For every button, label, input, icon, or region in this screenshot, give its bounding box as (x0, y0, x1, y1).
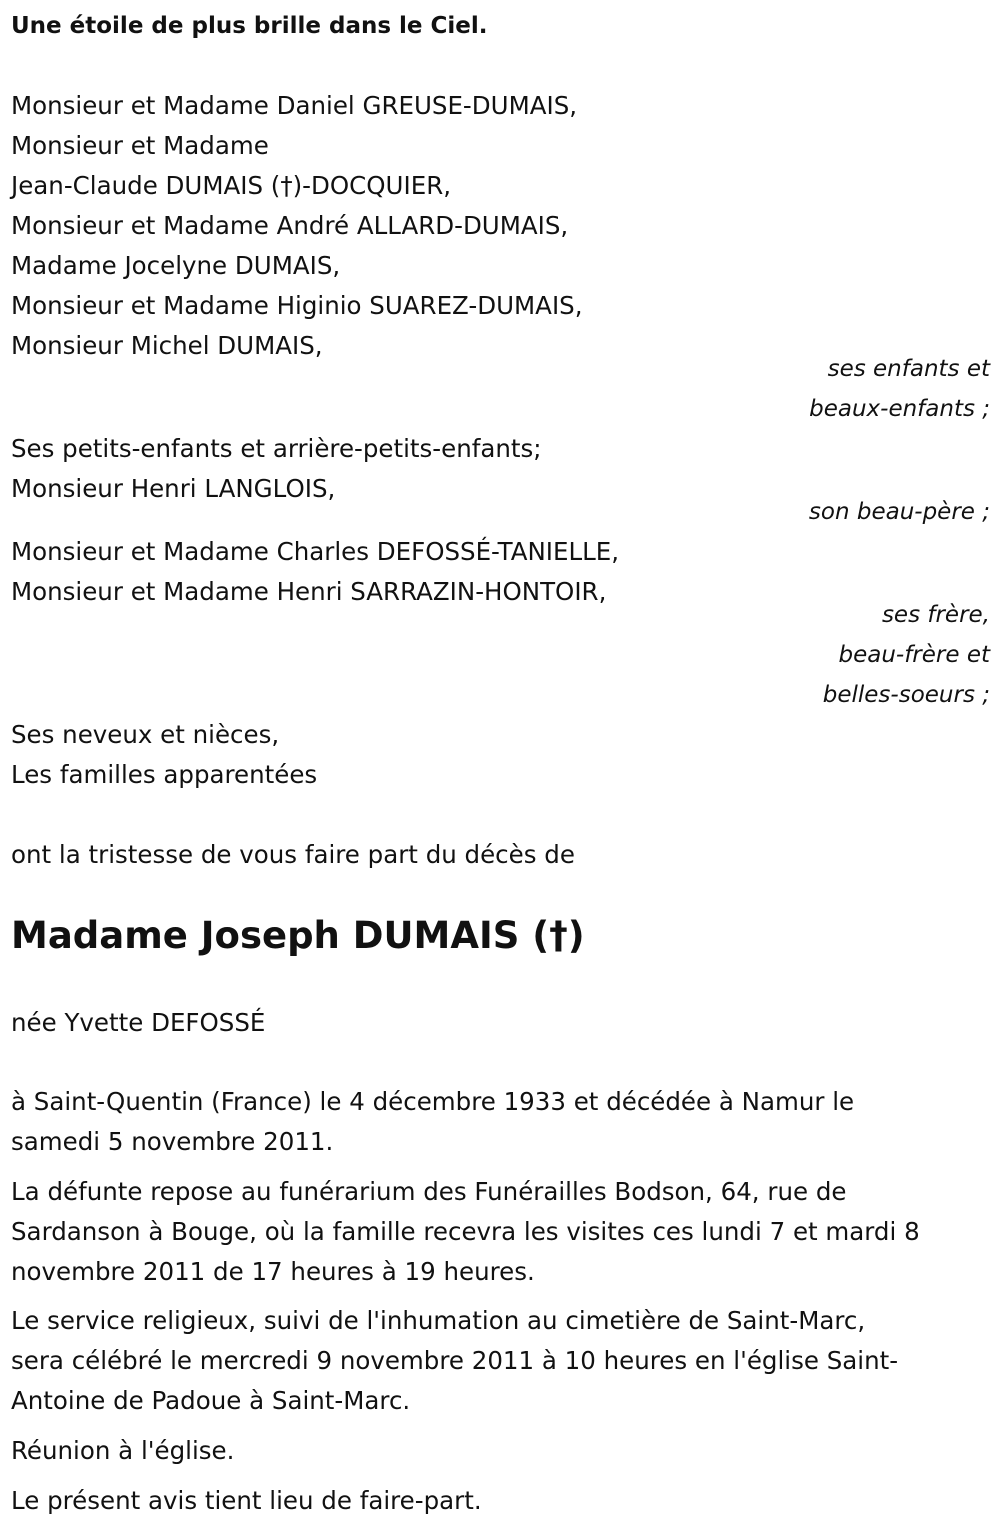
service-paragraph: Le service religieux, suivi de l'inhumation au cimetière de Saint-Marc, (11, 1306, 866, 1335)
relation-children: ses enfants et (827, 356, 990, 382)
family-line: Madame Jocelyne DUMAIS, (11, 251, 341, 280)
maiden-name: née Yvette DEFOSSÉ (11, 1008, 266, 1037)
relation-father-in-law: son beau-père ; (808, 499, 990, 525)
sibling-line: Monsieur et Madame Charles DEFOSSÉ-TANIELLE, (11, 537, 620, 566)
funerarium-paragraph: La défunte repose au funérarium des Funérailles Bodson, 64, rue de (11, 1177, 847, 1206)
family-line: Monsieur et Madame André ALLARD-DUMAIS, (11, 211, 569, 240)
relation-siblings: belles-soeurs ; (822, 682, 990, 708)
families-line: Les familles apparentées (11, 760, 318, 789)
reunion-paragraph: Réunion à l'église. (11, 1436, 235, 1465)
family-line: Monsieur Michel DUMAIS, (11, 331, 323, 360)
family-line: Monsieur et Madame (11, 131, 269, 160)
notice-paragraph: Le présent avis tient lieu de faire-part. (11, 1486, 482, 1515)
birth-death-paragraph: à Saint-Quentin (France) le 4 décembre 1933 et décédée à Namur le (11, 1087, 855, 1116)
nephews-line: Ses neveux et nièces, (11, 720, 280, 749)
grandchildren-line: Ses petits-enfants et arrière-petits-enfants; (11, 434, 542, 463)
sibling-line: Monsieur et Madame Henri SARRAZIN-HONTOIR, (11, 577, 607, 606)
funerarium-paragraph: novembre 2011 de 17 heures à 19 heures. (11, 1257, 535, 1286)
relation-children: beaux-enfants ; (809, 396, 990, 422)
announcement: ont la tristesse de vous faire part du décès de (11, 840, 575, 869)
relation-siblings: beau-frère et (838, 642, 990, 668)
father-in-law-line: Monsieur Henri LANGLOIS, (11, 474, 336, 503)
heading: Une étoile de plus brille dans le Ciel. (11, 13, 488, 39)
service-paragraph: Antoine de Padoue à Saint-Marc. (11, 1386, 411, 1415)
family-line: Monsieur et Madame Daniel GREUSE-DUMAIS, (11, 91, 578, 120)
family-line: Jean-Claude DUMAIS (†)-DOCQUIER, (11, 171, 452, 200)
service-paragraph: sera célébré le mercredi 9 novembre 2011 à 10 heures en l'église Saint- (11, 1346, 899, 1375)
funerarium-paragraph: Sardanson à Bouge, où la famille recevra les visites ces lundi 7 et mardi 8 (11, 1217, 920, 1246)
relation-siblings: ses frère, (881, 602, 990, 628)
family-line: Monsieur et Madame Higinio SUAREZ-DUMAIS, (11, 291, 583, 320)
deceased-name: Madame Joseph DUMAIS (†) (11, 914, 585, 957)
birth-death-paragraph: samedi 5 novembre 2011. (11, 1127, 334, 1156)
